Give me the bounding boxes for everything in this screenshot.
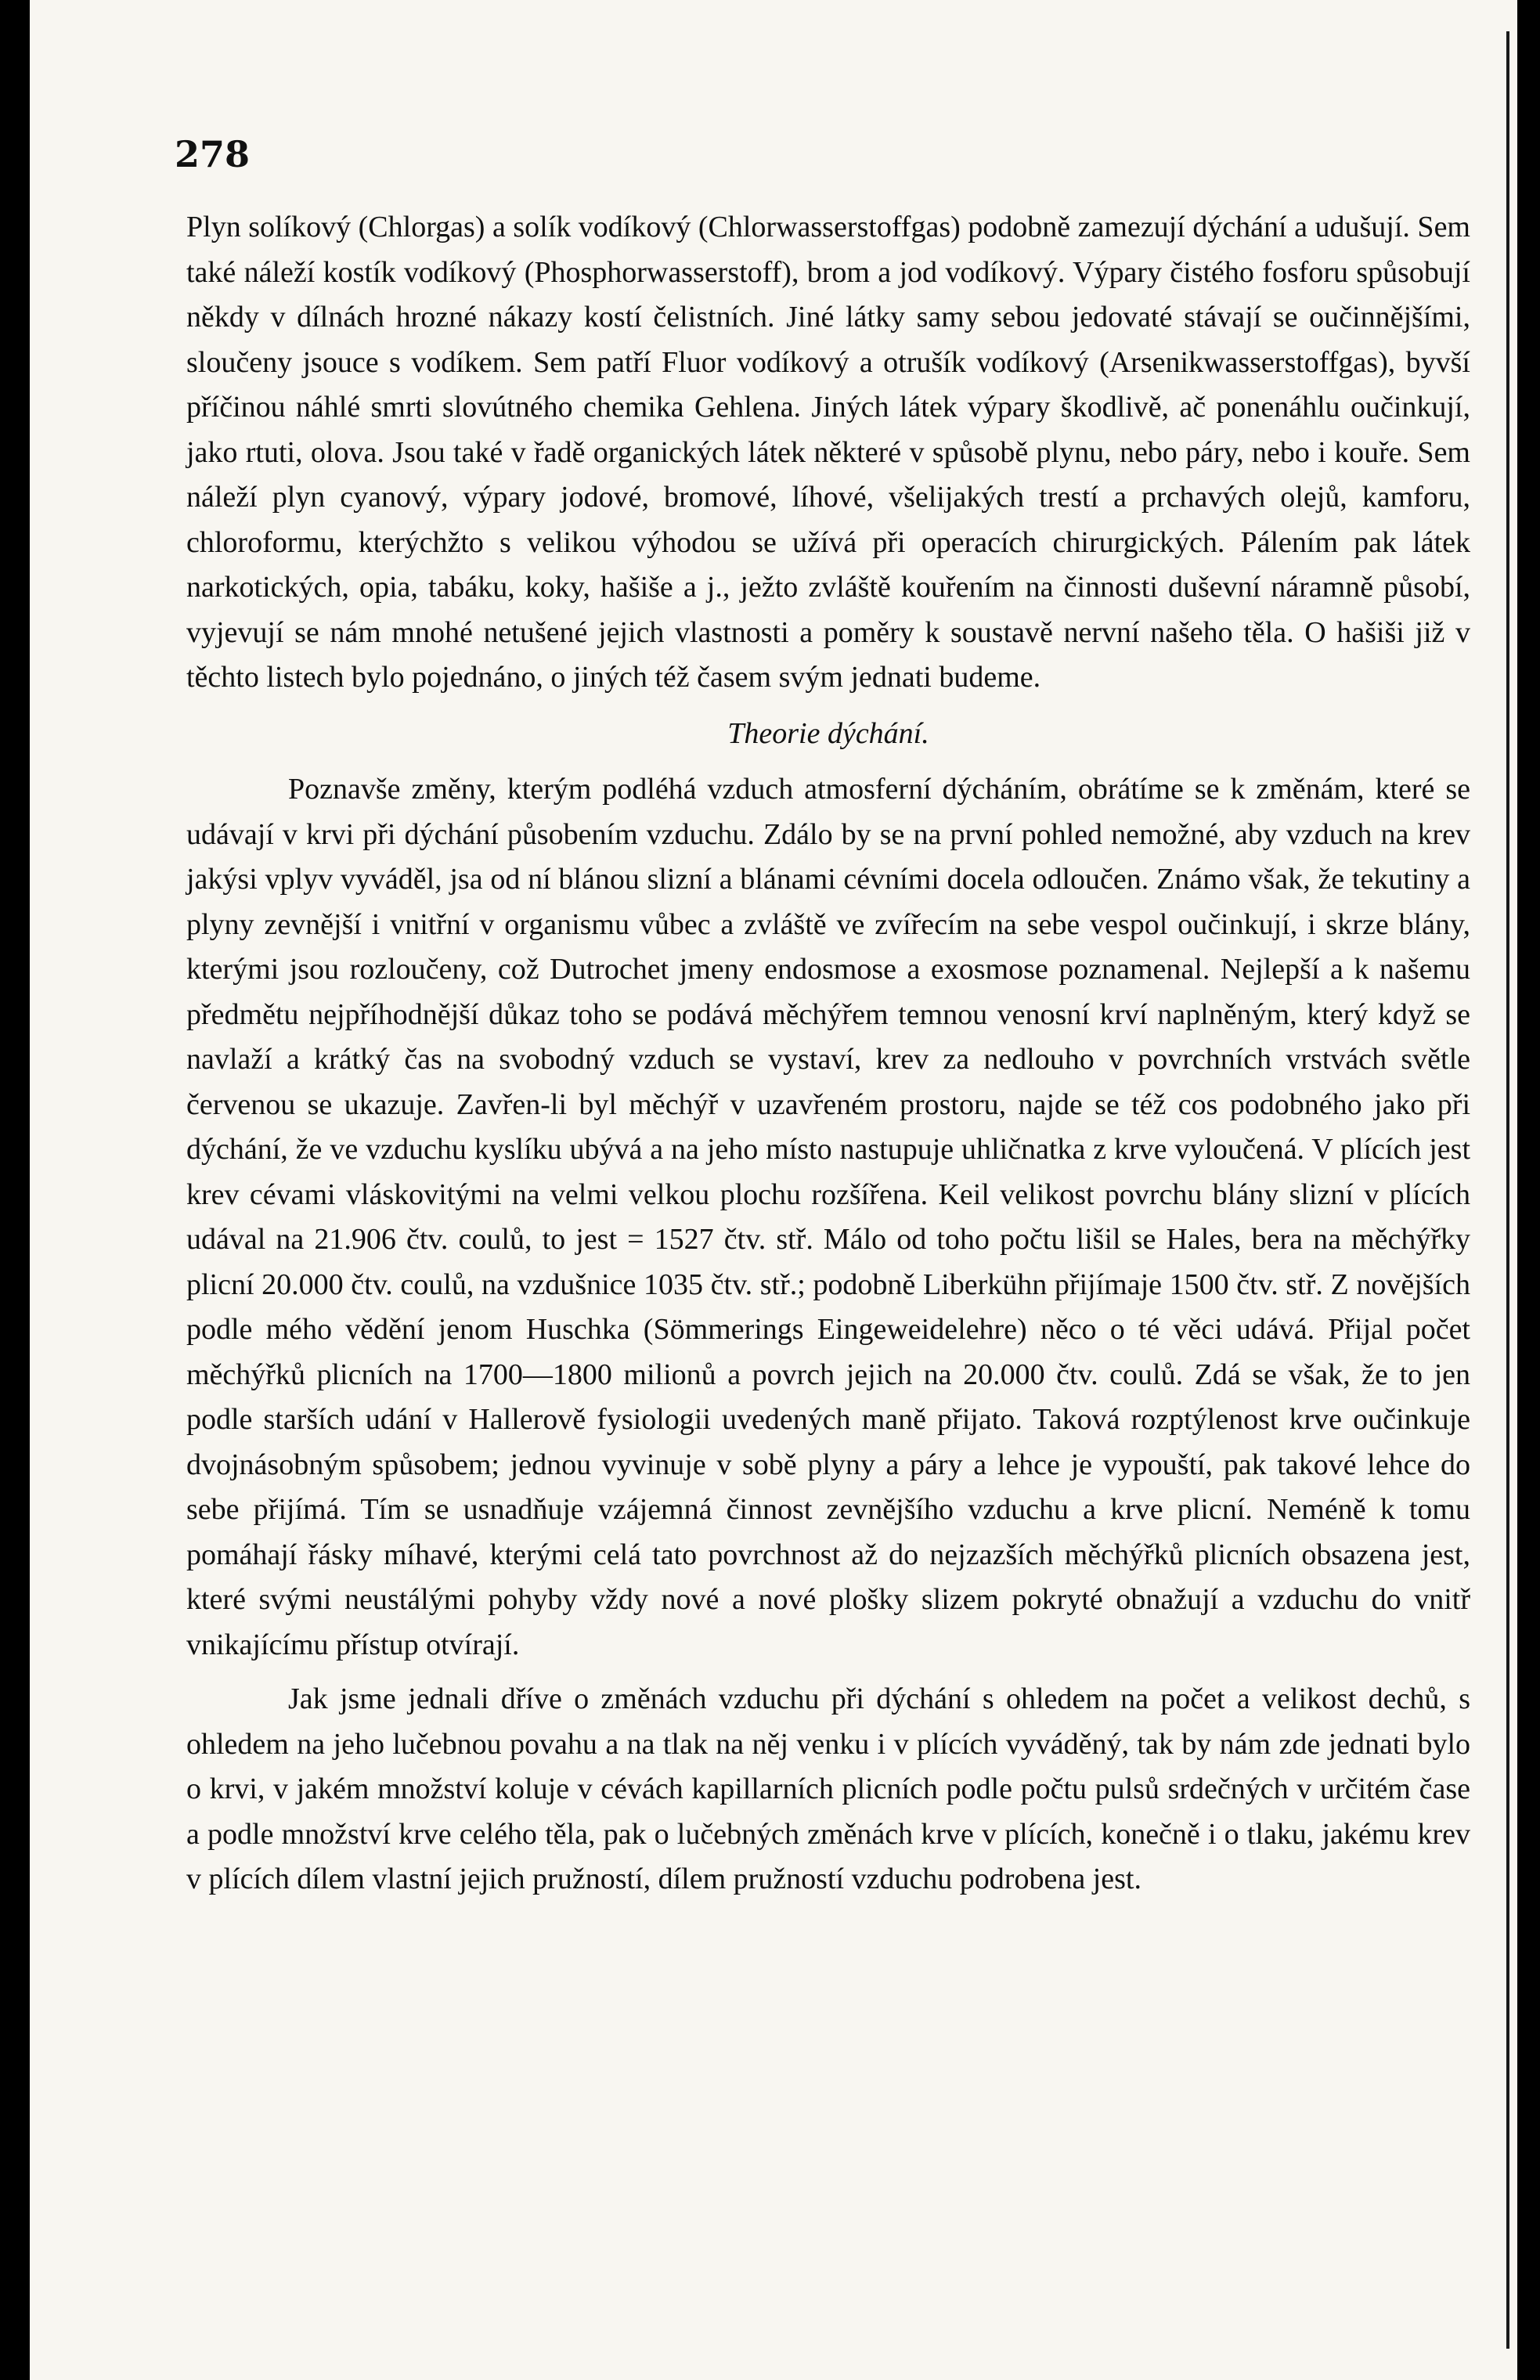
paragraph-3: Jak jsme jednali dříve o změnách vzduchu při dýchání s ohledem na počet a velikost dechů, s ohledem na jeho lučebnou povahu a na tlak na něj venku i v plících vyváděný, tak by nám zde jednati bylo o krvi, v jakém množství koluje v cévách kapillarních plicních podle počtu pulsů srdečných v určitém čase a podle množství krve celého těla, pak o lučebných změnách krve v plících, konečně i o tlaku, jakému krev v plících dílem vlastní jejich pružností, dílem pružností vzduchu podrobena jest. — [186, 1682, 1470, 1895]
paragraph-1: Plyn solíkový (Chlorgas) a solík vodíkový (Chlorwasserstoffgas) podobně zamezují dýchání a udušují. Sem také náleží kostík vodíkový (Phosphorwasserstoff), brom a jod vodíkový. Výpary čistého fosforu spůsobují někdy v dílnách hrozné nákazy kostí čelistních. Jiné látky samy sebou jedovaté stávají se oučinnějšími, sloučeny jsouce s vodíkem. Sem patří Fluor vodíkový a otrušík vodíkový (Arsenikwasserstoffgas), byvší příčinou náhlé smrti slovútného chemika Gehlena. Jiných látek výpary škodlivě, ač ponenáhlu oučinkují, jako rtuti, olova. Jsou také v řadě organických látek některé v spůsobě plynu, nebo páry, nebo i kouře. Sem náleží plyn cyanový, výpary jodové, bromové, líhové, všelijakých trestí a prchavých olejů, kamforu, chloroformu, kterýchžto s velikou výhodou se užívá při operacích chirurgických. Pálením pak látek narkotických, opia, tabáku, koky, hašiše a j., ježto zvláště kouřením na činnosti duševní náramně působí, vyjevují se nám mnohé netušené jejich vlastnosti a poměry k soustavě nervní našeho těla. O hašiši již v těchto listech bylo pojednáno, o jiných též časem svým jednati budeme. — [186, 211, 1470, 694]
body-text — [186, 205, 1470, 1902]
page-number: 278 — [175, 133, 251, 175]
page — [30, 0, 1517, 2380]
section-title: Theorie dýchání. — [727, 716, 929, 750]
paragraph-2: Poznavše změny, kterým podléhá vzduch atmosferní dýcháním, obrátíme se k změnám, které se udávají v krvi při dýchání působením vzduchu. Zdálo by se na první pohled nemožné, aby vzduch na krev jakýsi vplyv vyváděl, jsa od ní blánou slizní a blánami cévními docela odloučen. Známo však, že tekutiny a plyny zevnější i vnitřní v organismu vůbec a zvláště ve zvířecím na sebe vespol oučinkují, i skrze blány, kterými jsou rozloučeny, což Dutrochet jmeny endosmose a exosmose poznamenal. Nejlepší a k našemu předmětu nejpříhodnější důkaz toho se podává měchýřem temnou venosní krví naplněným, který když se navlaží a krátký čas na svobodný vzduch se vystaví, krev za nedlouho v povrchních vrstvách světle červenou se ukazuje. Zavřen-li byl měchýř v uzavřeném prostoru, najde se též cos podobného jako při dýchání, že ve vzduchu kyslíku ubývá a na jeho místo nastupuje uhličnatka z krve vyloučená. V plících jest krev cévami vláskovitými na velmi velkou plochu rozšířena. Keil velikost povrchu blány slizní v plících udával na 21.906 čtv. coulů, to jest = 1527 čtv. stř. Málo od toho počtu lišil se Hales, bera na měchýřky plicní 20.000 čtv. coulů, na vzdušnice 1035 čtv. stř.; podobně Liberkühn přijímaje 1500 čtv. stř. Z novějších podle mého vědění jenom Huschka (Sömmerings Eingeweidelehre) něco o té věci udává. Přijal počet měchýřků plicních na 1700—1800 milionů a povrch jejich na 20.000 čtv. coulů. Zdá se však, že to jen podle starších udání v Hallerově fysiologii uvedených maně přijato. Taková rozptýlenost krve oučinkuje dvojnásobným spůsobem; jednou vyvinuje v sobě plyny a páry a lehce je vypouští, pak takové lehce do sebe přijímá. Tím se usnadňuje vzájemná činnost zevnějšího vzduchu a krve plicní. Neméně k tomu pomáhají řásky míhavé, kterými celá tato povrchnost až do nejzazších měchýřků plicních obsazena jest, které svými neustálými pohyby vždy nové a nové plošky slizem pokryté obnažují a vzduchu do vnitř vnikajícímu přístup otvírají. — [186, 773, 1470, 1661]
page-edge-rule — [1506, 31, 1509, 2349]
